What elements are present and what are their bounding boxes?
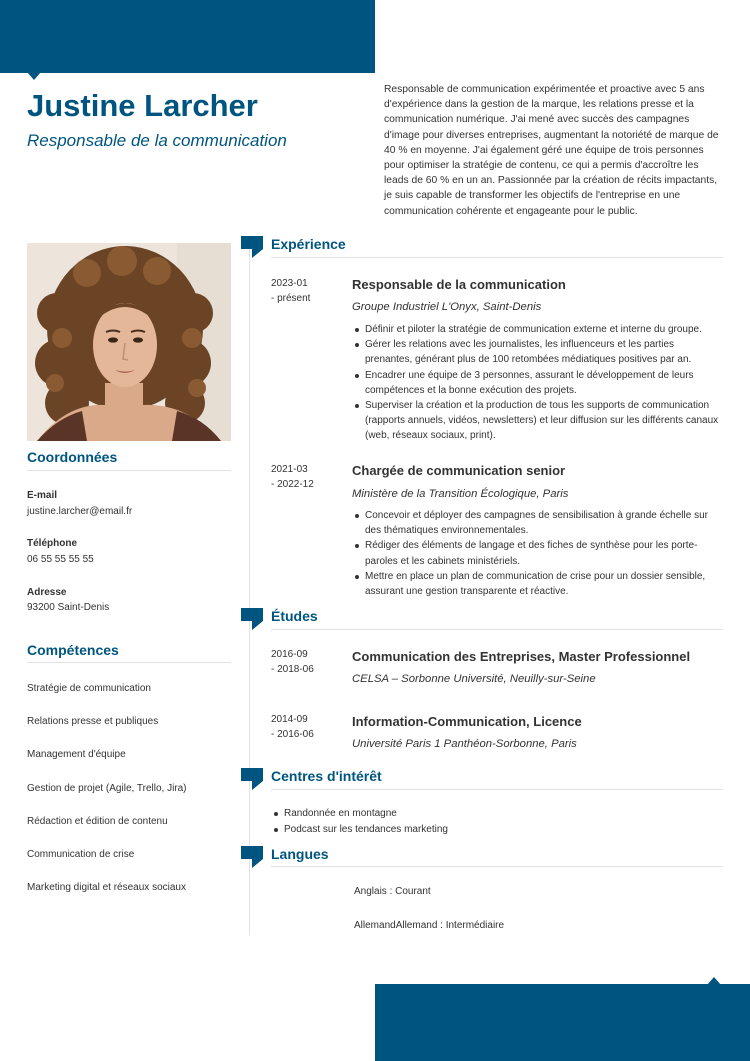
interests-heading: Centres d'intérêt	[271, 768, 382, 784]
education-divider	[271, 629, 723, 630]
education-flag-icon	[241, 608, 263, 630]
candidate-job-title: Responsable de la communication	[27, 131, 287, 150]
interests-flag-icon	[241, 768, 263, 790]
address-label: Adresse	[27, 587, 67, 598]
interests-divider	[271, 789, 723, 790]
education-1-title: Communication des Entreprises, Master Professionnel	[352, 649, 691, 664]
experience-2-title: Chargée de communication senior	[352, 463, 566, 478]
bullet-item: Concevoir et déployer des campagnes de sensibilisation à grande échelle sur des thématiques environnementales.	[352, 508, 724, 538]
education-1-date-start: 2016-09	[271, 649, 308, 660]
education-heading: Études	[271, 608, 318, 624]
bullet-item: Gérer les relations avec les journalistes, les influenceurs et les parties prenantes, générant plus de 100 retombées médiatiques positives par an.	[352, 337, 724, 367]
experience-2-date-end: - 2022-12	[271, 479, 314, 490]
skill-item: Marketing digital et réseaux sociaux	[27, 882, 186, 893]
languages-divider	[271, 866, 723, 867]
footer-band-notch	[707, 977, 721, 985]
skills-divider	[27, 662, 231, 663]
skill-item: Management d'équipe	[27, 749, 126, 760]
education-2-title: Information-Communication, Licence	[352, 714, 582, 729]
experience-2-bullets	[352, 508, 724, 599]
header-color-band	[0, 0, 375, 73]
candidate-name: Justine Larcher	[27, 88, 258, 123]
contact-heading: Coordonnées	[27, 449, 118, 465]
experience-1-date-start: 2023-01	[271, 278, 308, 289]
languages-heading: Langues	[271, 846, 329, 862]
bullet-item: Rédiger des éléments de langage et des fiches de synthèse pour les porte-paroles et les cabinets ministériels.	[352, 538, 724, 568]
education-1-date-end: - 2018-06	[271, 664, 314, 675]
experience-1-date-end: - présent	[271, 293, 311, 304]
header-band-notch	[27, 72, 41, 80]
experience-heading: Expérience	[271, 236, 346, 252]
skill-item: Communication de crise	[27, 849, 135, 860]
interest-item: Randonnée en montagne	[271, 806, 711, 822]
languages-flag-icon	[241, 846, 263, 868]
interests-list	[271, 806, 711, 837]
experience-flag-icon	[241, 236, 263, 258]
phone-label: Téléphone	[27, 538, 78, 549]
experience-1-organization: Groupe Industriel L'Onyx, Saint-Denis	[352, 301, 542, 313]
skill-item: Stratégie de communication	[27, 683, 151, 694]
interest-item: Podcast sur les tendances marketing	[271, 822, 711, 838]
education-2-date-start: 2014-09	[271, 714, 308, 725]
bullet-item: Superviser la création et la production de tous les supports de communication (rapports annuels, vidéos, newsletters) et leur diffusion sur les différents canaux (web, réseaux sociaux, print).	[352, 398, 724, 444]
bullet-item: Définir et piloter la stratégie de communication externe et interne du groupe.	[352, 322, 724, 337]
bullet-item: Encadrer une équipe de 3 personnes, assurant le développement de leurs compétences et la bonne exécution des projets.	[352, 368, 724, 398]
portrait-illustration	[27, 243, 231, 441]
bullet-item: Mettre en place un plan de communication de crise pour un dossier sensible, assurant une gestion transparente et réactive.	[352, 569, 724, 599]
skills-heading: Compétences	[27, 642, 119, 658]
experience-1-bullets	[352, 322, 724, 444]
language-item: AllemandAllemand : Intermédiaire	[354, 920, 505, 931]
email-value: justine.larcher@email.fr	[27, 506, 133, 517]
experience-1-title: Responsable de la communication	[352, 277, 566, 292]
experience-2-date-start: 2021-03	[271, 464, 308, 475]
education-2-school: Université Paris 1 Panthéon-Sorbonne, Paris	[352, 738, 577, 750]
profile-summary: Responsable de communication expérimentée et proactive avec 5 ans d'expérience dans la gestion de la marque, les relations presse et la communication numérique. J'ai mené avec succès des campagnes d'image pour diverses entreprises, augmentant la notoriété de marque de 40 % en moyenne. J'ai également géré une équipe de trois personnes pour optimiser la stratégie de contenu, ce qui a permis d'accroître les leads de 60 % en un an. Passionnée par la création de récits impactants, je suis capable de transformer les objectifs de l'entreprise en une communication cohérente et engageante pour le public.	[384, 84, 719, 217]
profile-photo	[27, 243, 231, 441]
skill-item: Relations presse et publiques	[27, 716, 159, 727]
experience-2-organization: Ministère de la Transition Écologique, Paris	[352, 488, 569, 500]
skill-item: Rédaction et édition de contenu	[27, 816, 168, 827]
footer-color-band	[375, 984, 750, 1061]
education-1-school: CELSA – Sorbonne Université, Neuilly-sur-Seine	[352, 673, 596, 685]
experience-divider	[271, 257, 723, 258]
language-item: Anglais : Courant	[354, 886, 431, 897]
column-divider	[249, 243, 250, 935]
skill-item: Gestion de projet (Agile, Trello, Jira)	[27, 783, 187, 794]
address-value: 93200 Saint-Denis	[27, 602, 110, 613]
email-label: E-mail	[27, 490, 58, 501]
contact-divider	[27, 470, 231, 471]
education-2-date-end: - 2016-06	[271, 729, 314, 740]
phone-value: 06 55 55 55 55	[27, 554, 94, 565]
